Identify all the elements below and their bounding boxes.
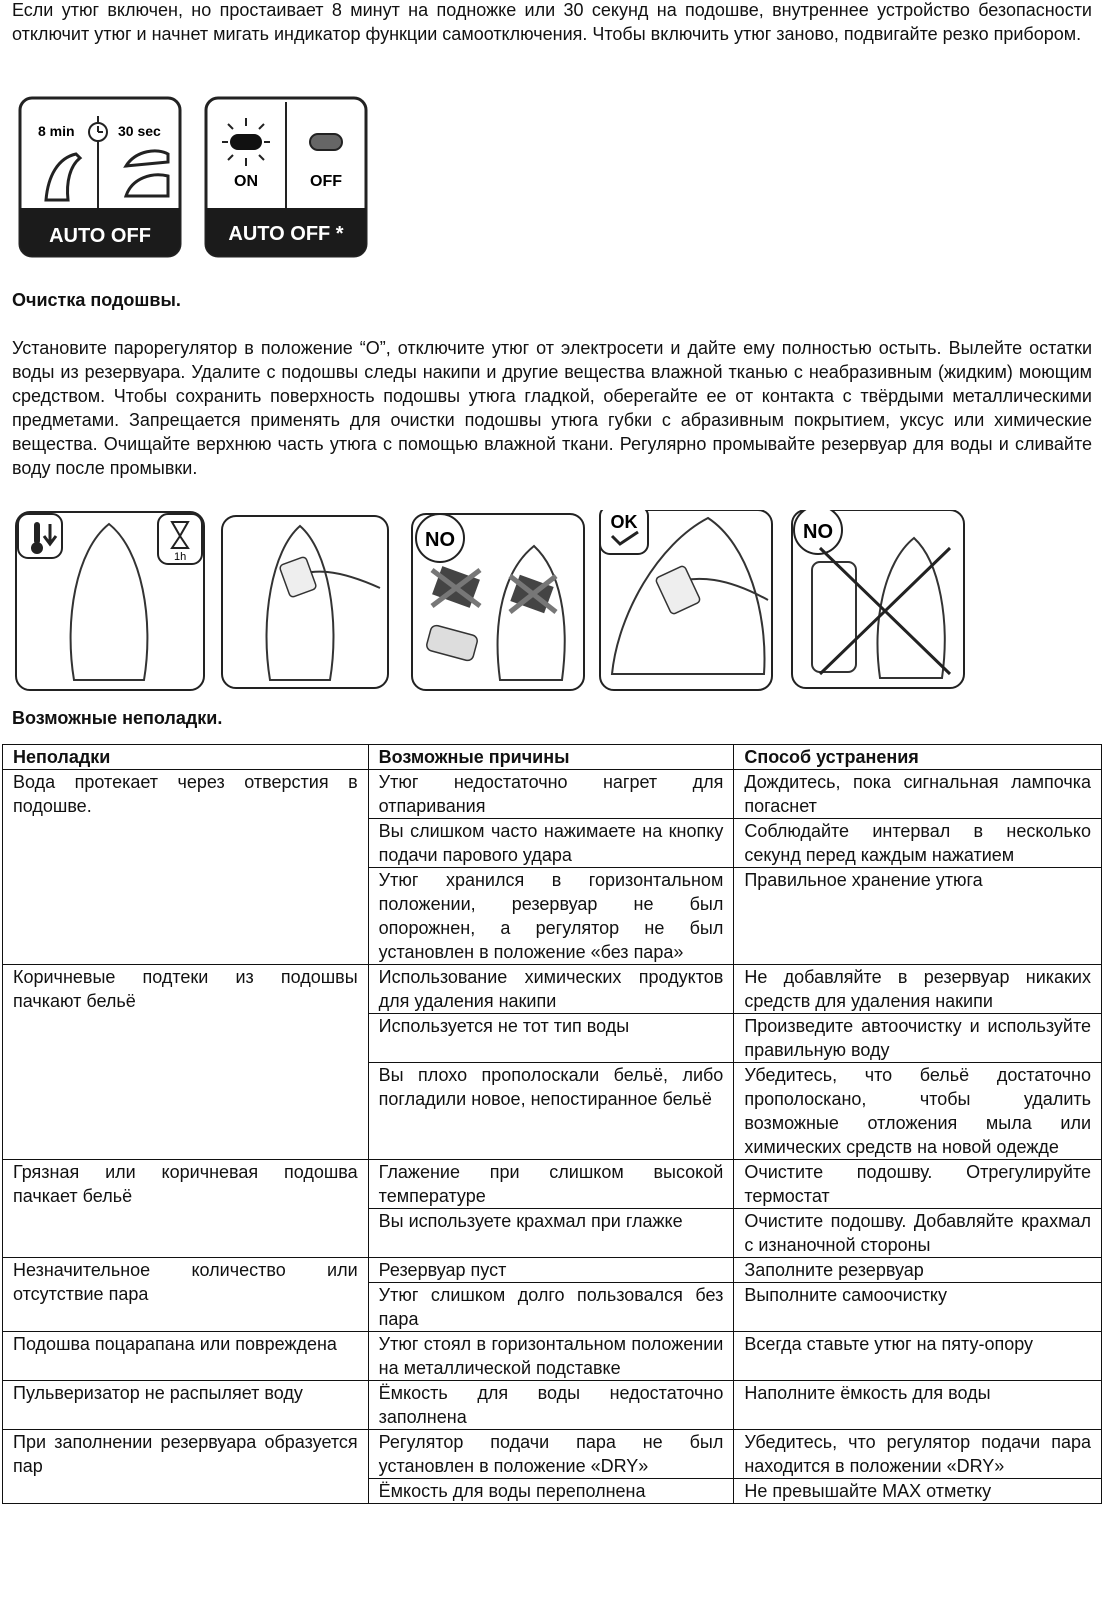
auto-off-indicator-panel	[206, 98, 366, 256]
indicator-off-icon	[310, 134, 342, 150]
no-label: NO	[425, 529, 455, 551]
fix-cell: Выполните самоочистку	[734, 1283, 1102, 1332]
table-row	[3, 1381, 1102, 1430]
column-header-fix: Способ устранения	[734, 745, 1102, 770]
auto-off-label: AUTO OFF	[49, 225, 151, 247]
cleaning-heading: Очистка подошвы.	[12, 290, 181, 310]
table-row	[3, 1430, 1102, 1479]
cause-cell: Резервуар пуст	[368, 1258, 734, 1283]
table-row	[3, 1258, 1102, 1283]
table-row	[3, 1332, 1102, 1381]
cause-cell: Ёмкость для воды переполнена	[368, 1479, 734, 1504]
fix-cell: Правильное хранение утюга	[734, 868, 1102, 965]
cause-cell: Глажение при слишком высокой температуре	[368, 1160, 734, 1209]
fix-cell: Заполните резервуар	[734, 1258, 1102, 1283]
cleaning-paragraph: Установите парорегулятор в положение “O”, отключите утюг от электросети и дайте ему полностью остыть. Вылейте остатки воды из резервуара. Удалите с подошвы следы накипи и другие вещества влажной тканью с неабразивным (жидким) моющим средством. Чтобы сохранить поверхность подошвы утюга гладкой, оберегайте ее от контакта с твёрдыми металлическими предметами. Запрещается применять для очистки подошвы утюга губки с абразивным покрытием, уксус или химические вещества. Очищайте верхнюю часть утюга с помощью влажной ткани. Регулярно промывайте резервуар для воды и сливайте воду после промывки.	[12, 338, 1092, 478]
cause-cell: Утюг недостаточно нагрет для отпаривания	[368, 770, 734, 819]
cause-cell: Утюг хранился в горизонтальном положении, резервуар не был опорожнен, а регулятор не был установлен в положение «без пара»	[368, 868, 734, 965]
ok-wipe-step	[600, 510, 772, 690]
time-30sec-label: 30 sec	[118, 123, 161, 139]
fix-cell: Всегда ставьте утюг на пяту-опору	[734, 1332, 1102, 1381]
problem-cell: Подошва поцарапана или повреждена	[3, 1332, 369, 1381]
troubleshooting-table	[2, 744, 1102, 1504]
fix-cell: Дождитесь, пока сигнальная лампочка погаснет	[734, 770, 1102, 819]
cause-cell: Утюг стоял в горизонтальном положении на металлической подставке	[368, 1332, 734, 1381]
cause-cell: Использование химических продуктов для удаления накипи	[368, 965, 734, 1014]
troubleshooting-heading: Возможные неполадки.	[12, 708, 223, 728]
cause-cell: Используется не тот тип воды	[368, 1014, 734, 1063]
auto-off-illustration	[18, 96, 370, 260]
problem-cell: Пульверизатор не распыляет воду	[3, 1381, 369, 1430]
column-header-cause: Возможные причины	[368, 745, 734, 770]
problem-cell: При заполнении резервуара образуется пар	[3, 1430, 369, 1504]
problem-cell: Коричневые подтеки из подошвы пачкают бельё	[3, 965, 369, 1160]
fix-cell: Убедитесь, что регулятор подачи пара находится в положении «DRY»	[734, 1430, 1102, 1479]
no-label-2: NO	[803, 521, 833, 543]
cause-cell: Вы слишком часто нажимаете на кнопку подачи парового удара	[368, 819, 734, 868]
cause-cell: Утюг слишком долго пользовался без пара	[368, 1283, 734, 1332]
column-header-problem: Неполадки	[3, 745, 369, 770]
table-header-row	[3, 745, 1102, 770]
fix-cell: Очистите подошву. Отрегулируйте термостат	[734, 1160, 1102, 1209]
table-row	[3, 770, 1102, 819]
table-row	[3, 965, 1102, 1014]
fix-cell: Произведите автоочистку и используйте правильную воду	[734, 1014, 1102, 1063]
problem-cell: Вода протекает через отверстия в подошве.	[3, 770, 369, 965]
on-label: ON	[234, 173, 258, 190]
cause-cell: Вы используете крахмал при глажке	[368, 1209, 734, 1258]
fix-cell: Не добавляйте в резервуар никаких средств для удаления накипи	[734, 965, 1102, 1014]
fix-cell: Соблюдайте интервал в несколько секунд перед каждым нажатием	[734, 819, 1102, 868]
no-abrasive-step	[412, 514, 584, 690]
intro-paragraph: Если утюг включен, но простаивает 8 минут на подножке или 30 секунд на подошве, внутреннее устройство безопасности отключит утюг и начнет мигать индикатор функции самоотключения. Чтобы включить утюг заново, подвигайте резко прибором.	[12, 0, 1092, 44]
problem-cell: Незначительное количество или отсутствие пара	[3, 1258, 369, 1332]
table-row	[3, 1160, 1102, 1209]
ok-label: OK	[610, 512, 638, 532]
cleaning-illustrations	[14, 510, 984, 696]
hours-label: 1h	[174, 551, 187, 563]
cause-cell: Вы плохо прополоскали бельё, либо погладили новое, непостиранное бельё	[368, 1063, 734, 1160]
fix-cell: Наполните ёмкость для воды	[734, 1381, 1102, 1430]
cause-cell: Регулятор подачи пара не был установлен в положение «DRY»	[368, 1430, 734, 1479]
wipe-soleplate-step	[222, 516, 388, 688]
fix-cell: Не превышайте MAX отметку	[734, 1479, 1102, 1504]
auto-off-star-label: AUTO OFF *	[228, 223, 344, 245]
auto-off-timer-panel	[20, 98, 180, 256]
no-chemicals-step	[792, 510, 964, 688]
cause-cell: Ёмкость для воды недостаточно заполнена	[368, 1381, 734, 1430]
time-8min-label: 8 min	[38, 123, 75, 139]
cool-down-step	[16, 512, 204, 690]
fix-cell: Очистите подошву. Добавляйте крахмал с изнаночной стороны	[734, 1209, 1102, 1258]
problem-cell: Грязная или коричневая подошва пачкает бельё	[3, 1160, 369, 1258]
fix-cell: Убедитесь, что бельё достаточно прополоскано, чтобы удалить возможные отложения мыла или химических средств на новой одежде	[734, 1063, 1102, 1160]
off-label: OFF	[310, 173, 342, 190]
